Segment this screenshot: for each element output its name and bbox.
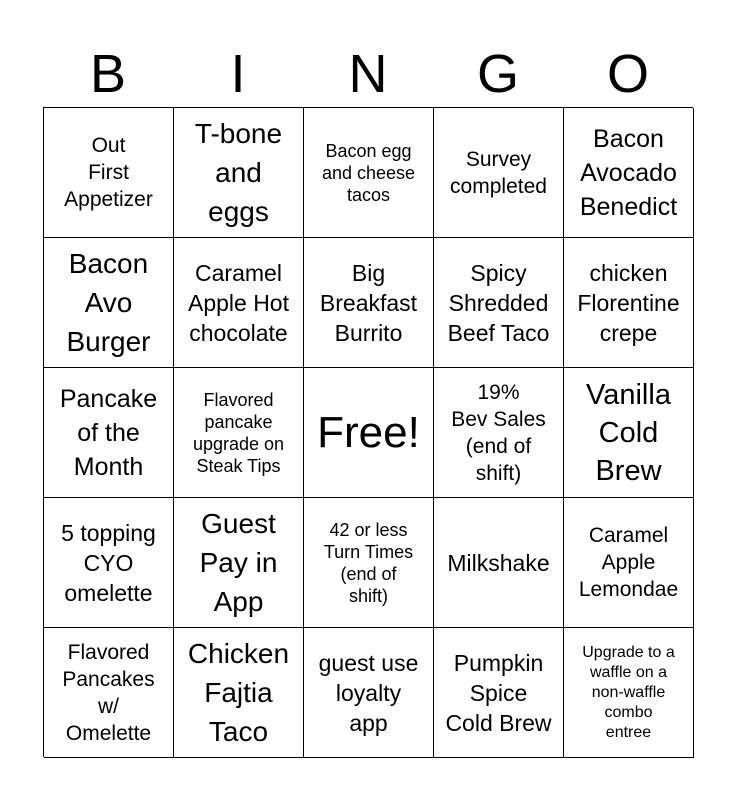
cell-text: 5 topping CYO omelette	[61, 519, 156, 606]
header-letter-b: B	[89, 44, 127, 104]
bingo-cell[interactable]	[564, 108, 694, 238]
cell-text: Chicken Fajtia Taco	[187, 638, 290, 747]
cell-text: Upgrade to a waffle on a non-waffle combo entree	[582, 643, 675, 741]
cell-text: Guest Pay in App	[199, 508, 278, 617]
cell-text: 42 or less Turn Times (end of shift)	[323, 519, 414, 606]
cell-text: Big Breakfast Burrito	[319, 259, 418, 346]
cell-text: Vanilla Cold Brew	[586, 378, 671, 487]
cell-text: T-bone and eggs	[194, 118, 283, 227]
bingo-cell[interactable]	[44, 498, 174, 628]
cell-text: Caramel Apple Hot chocolate	[187, 259, 289, 346]
cell-text: Bacon egg and cheese tacos	[321, 140, 416, 205]
cell-text: chicken Florentine crepe	[577, 259, 680, 346]
cell-text: Survey completed	[450, 147, 547, 198]
bingo-cell[interactable]	[44, 628, 174, 758]
bingo-cell[interactable]	[304, 628, 434, 758]
cell-text: Spicy Shredded Beef Taco	[447, 259, 550, 346]
bingo-cell[interactable]	[434, 108, 564, 238]
header-letter-o: O	[606, 44, 649, 104]
bingo-grid	[43, 107, 693, 757]
bingo-cell[interactable]	[564, 628, 694, 758]
cell-text: Caramel Apple Lemondae	[578, 524, 679, 601]
bingo-cell[interactable]	[564, 368, 694, 498]
bingo-cell[interactable]	[564, 498, 694, 628]
bingo-cell[interactable]	[434, 628, 564, 758]
cell-text: Flavored pancake upgrade on Steak Tips	[192, 389, 285, 476]
cell-text: 19% Bev Sales (end of shift)	[451, 380, 546, 485]
bingo-cell[interactable]	[434, 498, 564, 628]
bingo-cell[interactable]	[44, 238, 174, 368]
bingo-cell[interactable]	[434, 238, 564, 368]
cell-text: Pancake of the Month	[59, 384, 158, 481]
bingo-header	[43, 44, 693, 104]
bingo-cell[interactable]	[174, 238, 304, 368]
bingo-cell[interactable]	[174, 368, 304, 498]
cell-text: Pumpkin Spice Cold Brew	[445, 649, 552, 736]
cell-text: guest use loyalty app	[318, 649, 419, 736]
cell-text: Bacon Avo Burger	[66, 248, 151, 357]
cell-text: Out First Appetizer	[64, 134, 153, 211]
header-letter-n: N	[348, 44, 388, 104]
header-letter-g: G	[476, 44, 519, 104]
cell-text: Bacon Avocado Benedict	[579, 124, 678, 221]
cell-text: Flavored Pancakes w/ Omelette	[62, 640, 155, 745]
cell-text: Free!	[317, 407, 420, 457]
header-letter-i: I	[230, 44, 246, 104]
bingo-cell[interactable]	[174, 108, 304, 238]
bingo-cell[interactable]	[44, 368, 174, 498]
bingo-cell[interactable]	[174, 628, 304, 758]
bingo-cell[interactable]	[174, 498, 304, 628]
bingo-cell[interactable]	[304, 108, 434, 238]
bingo-cell[interactable]	[304, 498, 434, 628]
bingo-cell[interactable]	[44, 108, 174, 238]
bingo-cell[interactable]	[304, 238, 434, 368]
cell-text: Milkshake	[447, 549, 550, 576]
bingo-cell[interactable]	[564, 238, 694, 368]
bingo-cell[interactable]	[434, 368, 564, 498]
free-space[interactable]	[304, 368, 434, 498]
